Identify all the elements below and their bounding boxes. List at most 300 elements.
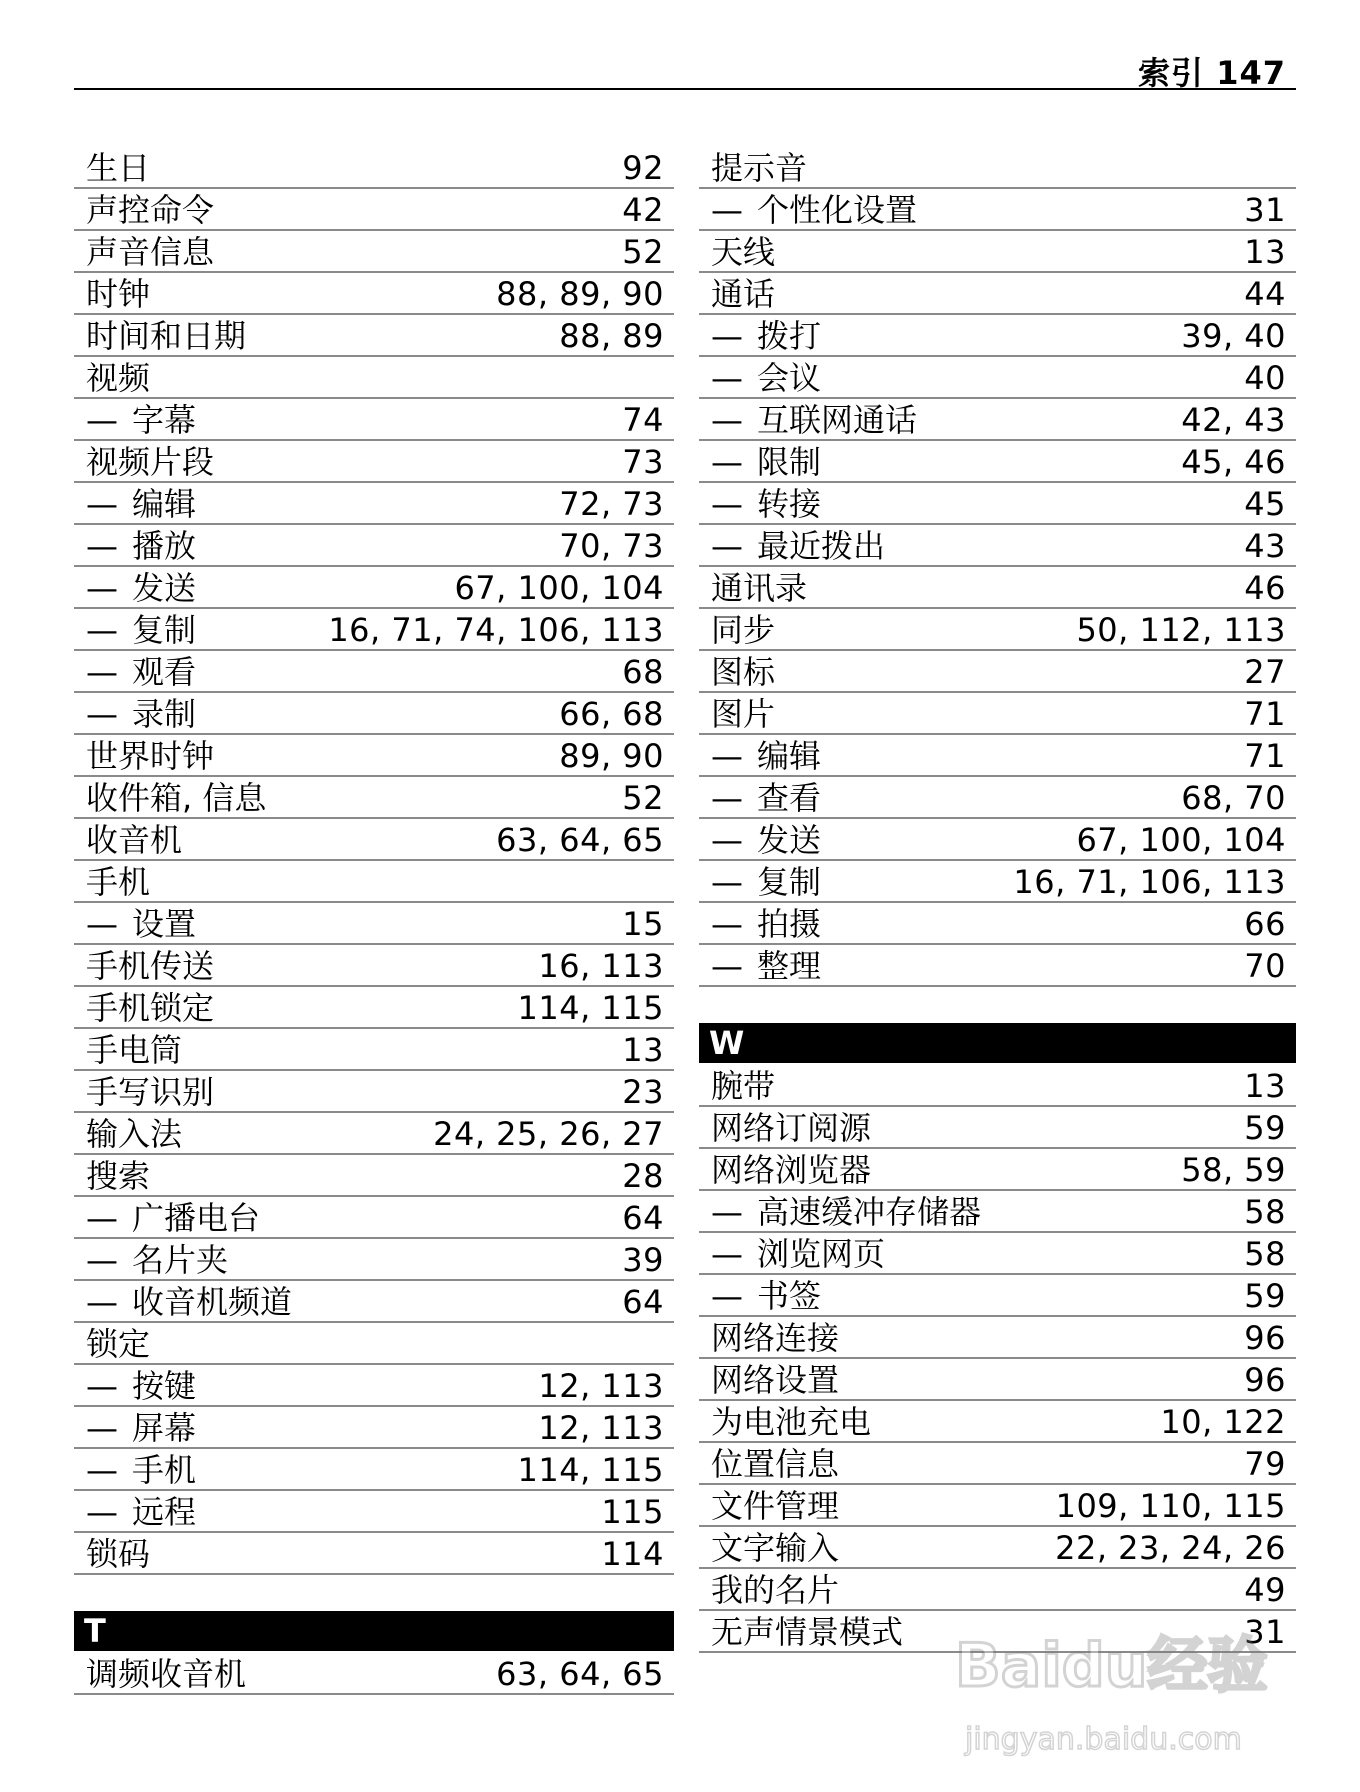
- entry-term: [74, 485, 196, 523]
- entry-term: [74, 401, 196, 439]
- section-header-t: T: [74, 1611, 674, 1651]
- entry-term: [699, 695, 775, 733]
- entry-pages: 115: [601, 1493, 664, 1531]
- subentry-dash: —: [711, 905, 743, 943]
- index-subentry: [699, 1233, 1296, 1275]
- index-entry: [74, 735, 674, 777]
- entry-label: 转接: [757, 485, 822, 523]
- subentry-dash: —: [711, 401, 743, 439]
- entry-pages: 40: [1244, 359, 1286, 397]
- index-subentry: [699, 945, 1296, 987]
- entry-label: 查看: [757, 779, 822, 817]
- index-subentry: [74, 903, 674, 945]
- entry-term: [74, 1451, 196, 1489]
- entry-term: [74, 737, 214, 775]
- entry-pages: 89, 90: [559, 737, 664, 775]
- entry-term: [699, 317, 821, 355]
- index-entry: [74, 315, 674, 357]
- entry-label: 网络设置: [711, 1361, 840, 1399]
- index-entry: [699, 1359, 1296, 1401]
- entry-term: [74, 821, 182, 859]
- baidu-watermark: [955, 1618, 1285, 1778]
- entry-label: 提示音: [711, 149, 808, 187]
- entry-label: 调频收音机: [86, 1655, 247, 1693]
- entry-pages: 10, 122: [1160, 1403, 1286, 1441]
- entry-label: 个性化设置: [757, 191, 918, 229]
- index-entry: [699, 1443, 1296, 1485]
- entry-term: [699, 527, 885, 565]
- entry-term: [699, 1109, 871, 1147]
- entry-pages: 42: [622, 191, 664, 229]
- index-subentry: [74, 567, 674, 609]
- entry-label: 按键: [132, 1367, 197, 1405]
- entry-pages: 12, 113: [538, 1409, 664, 1447]
- index-column-right: [699, 147, 1296, 1653]
- entry-pages: 70, 73: [559, 527, 664, 565]
- entry-pages: 50, 112, 113: [1076, 611, 1286, 649]
- entry-pages: 88, 89: [559, 317, 664, 355]
- index-entry: [74, 1029, 674, 1071]
- entry-label: 通话: [711, 275, 776, 313]
- subentry-dash: —: [86, 695, 118, 733]
- subentry-dash: —: [86, 653, 118, 691]
- index-entry: [74, 945, 674, 987]
- entry-list-w: [699, 1065, 1296, 1653]
- subentry-dash: —: [86, 611, 118, 649]
- page-title: 索引 147: [1138, 54, 1286, 92]
- index-subentry: [74, 525, 674, 567]
- entry-term: [74, 1073, 214, 1111]
- entry-term: [74, 863, 150, 901]
- entry-label: 锁定: [86, 1325, 151, 1363]
- entry-label: 收音机: [86, 821, 183, 859]
- index-subentry: [699, 441, 1296, 483]
- section-gap: [699, 987, 1296, 1023]
- index-entry: [74, 1113, 674, 1155]
- entry-label: 限制: [757, 443, 822, 481]
- subentry-dash: —: [711, 485, 743, 523]
- index-entry: [699, 567, 1296, 609]
- index-entry: [74, 147, 674, 189]
- subentry-dash: —: [86, 527, 118, 565]
- index-subentry: [699, 357, 1296, 399]
- entry-pages: 44: [1244, 275, 1286, 313]
- entry-label: 世界时钟: [86, 737, 215, 775]
- index-entry: [74, 1533, 674, 1575]
- entry-label: 收音机频道: [132, 1283, 293, 1321]
- entry-pages: 58, 59: [1181, 1151, 1286, 1189]
- entry-label: 设置: [132, 905, 197, 943]
- index-subentry: [699, 777, 1296, 819]
- entry-label: 复制: [132, 611, 197, 649]
- index-subentry: [74, 651, 674, 693]
- entry-pages: 70: [1244, 947, 1286, 985]
- index-entry: [699, 1401, 1296, 1443]
- entry-term: [74, 653, 196, 691]
- entry-pages: 66: [1244, 905, 1286, 943]
- entry-label: 文字输入: [711, 1529, 840, 1567]
- subentry-dash: —: [711, 821, 743, 859]
- entry-pages: 15: [622, 905, 664, 943]
- index-entry: [699, 609, 1296, 651]
- entry-label: 时钟: [86, 275, 151, 313]
- entry-label: 搜索: [86, 1157, 151, 1195]
- entry-term: [699, 401, 917, 439]
- entry-term: [74, 1031, 182, 1069]
- index-subentry: [74, 483, 674, 525]
- index-entry: [699, 1527, 1296, 1569]
- entry-term: [699, 1487, 839, 1525]
- index-entry: [74, 189, 674, 231]
- section-header-w: W: [699, 1023, 1296, 1063]
- entry-term: [74, 779, 266, 817]
- entry-pages: 13: [1244, 233, 1286, 271]
- entry-label: 图片: [711, 695, 776, 733]
- entry-pages: 64: [622, 1283, 664, 1321]
- entry-term: [74, 1199, 260, 1237]
- index-subentry: [699, 735, 1296, 777]
- entry-label: 会议: [757, 359, 822, 397]
- entry-pages: 39, 40: [1181, 317, 1286, 355]
- index-entry: [699, 693, 1296, 735]
- entry-term: [74, 275, 150, 313]
- subentry-dash: —: [711, 1235, 743, 1273]
- entry-pages: 58: [1244, 1235, 1286, 1273]
- index-subentry: [74, 399, 674, 441]
- entry-pages: 31: [1244, 1613, 1286, 1651]
- entry-term: [74, 611, 196, 649]
- entry-label: 高速缓冲存储器: [757, 1193, 982, 1231]
- entry-label: 名片夹: [132, 1241, 229, 1279]
- index-subentry: [74, 1449, 674, 1491]
- entry-pages: 66, 68: [559, 695, 664, 733]
- entry-label: 文件管理: [711, 1487, 840, 1525]
- entry-pages: 96: [1244, 1319, 1286, 1357]
- entry-term: [699, 485, 821, 523]
- entry-label: 发送: [757, 821, 822, 859]
- entry-pages: 92: [622, 149, 664, 187]
- subentry-dash: —: [86, 1283, 118, 1321]
- entry-term: [699, 443, 821, 481]
- entry-pages: 16, 113: [538, 947, 664, 985]
- entry-label: 我的名片: [711, 1571, 840, 1609]
- entry-pages: 96: [1244, 1361, 1286, 1399]
- entry-pages: 114, 115: [517, 989, 664, 1027]
- subentry-dash: —: [711, 1193, 743, 1231]
- entry-label: 广播电台: [132, 1199, 261, 1237]
- subentry-dash: —: [711, 863, 743, 901]
- entry-pages: 45, 46: [1181, 443, 1286, 481]
- entry-pages: 73: [622, 443, 664, 481]
- subentry-dash: —: [711, 1277, 743, 1315]
- entry-term: [74, 905, 196, 943]
- entry-term: [699, 1529, 839, 1567]
- entry-list-left: [74, 147, 674, 1575]
- index-entry: [74, 777, 674, 819]
- entry-label: 天线: [711, 233, 776, 271]
- index-entry: [74, 1155, 674, 1197]
- entry-label: 屏幕: [132, 1409, 197, 1447]
- entry-label: 无声情景模式: [711, 1613, 904, 1651]
- subentry-dash: —: [86, 1409, 118, 1447]
- entry-term: [74, 1115, 182, 1153]
- entry-pages: 22, 23, 24, 26: [1055, 1529, 1286, 1567]
- entry-label: 位置信息: [711, 1445, 840, 1483]
- entry-term: [74, 1535, 150, 1573]
- entry-pages: 88, 89, 90: [496, 275, 664, 313]
- index-subentry: [74, 1281, 674, 1323]
- section-gap: [74, 1575, 674, 1611]
- entry-pages: 27: [1244, 653, 1286, 691]
- index-subentry: [699, 315, 1296, 357]
- index-subentry: [74, 609, 674, 651]
- subentry-dash: —: [86, 1241, 118, 1279]
- index-entry: [74, 357, 674, 399]
- index-entry: [699, 1485, 1296, 1527]
- entry-pages: 58: [1244, 1193, 1286, 1231]
- subentry-dash: —: [86, 1367, 118, 1405]
- entry-pages: 63, 64, 65: [496, 821, 664, 859]
- entry-label: 声控命令: [86, 191, 215, 229]
- entry-term: [74, 527, 196, 565]
- index-column-left: [74, 147, 674, 1695]
- index-subentry: [74, 1365, 674, 1407]
- entry-label: 浏览网页: [757, 1235, 886, 1273]
- entry-pages: 114: [601, 1535, 664, 1573]
- index-subentry: [699, 525, 1296, 567]
- index-entry: [699, 273, 1296, 315]
- subentry-dash: —: [86, 569, 118, 607]
- entry-pages: 79: [1244, 1445, 1286, 1483]
- entry-label: 录制: [132, 695, 197, 733]
- entry-term: [699, 653, 775, 691]
- entry-label: 手电筒: [86, 1031, 183, 1069]
- entry-pages: 71: [1244, 737, 1286, 775]
- entry-label: 编辑: [132, 485, 197, 523]
- entry-label: 输入法: [86, 1115, 183, 1153]
- entry-pages: 28: [622, 1157, 664, 1195]
- index-entry: [699, 1065, 1296, 1107]
- entry-term: [699, 1151, 871, 1189]
- entry-term: [699, 191, 917, 229]
- entry-label: 复制: [757, 863, 822, 901]
- index-subentry: [699, 861, 1296, 903]
- entry-label: 网络浏览器: [711, 1151, 872, 1189]
- subentry-dash: —: [86, 401, 118, 439]
- entry-label: 通讯录: [711, 569, 808, 607]
- entry-label: 腕带: [711, 1067, 776, 1105]
- entry-pages: 39: [622, 1241, 664, 1279]
- entry-label: 整理: [757, 947, 822, 985]
- entry-pages: 24, 25, 26, 27: [433, 1115, 664, 1153]
- entry-label: 手机: [132, 1451, 197, 1489]
- entry-term: [699, 863, 821, 901]
- entry-term: [699, 275, 775, 313]
- subentry-dash: —: [711, 317, 743, 355]
- subentry-dash: —: [86, 1493, 118, 1531]
- entry-term: [74, 317, 246, 355]
- entry-label: 图标: [711, 653, 776, 691]
- entry-term: [699, 1613, 903, 1651]
- entry-pages: 71: [1244, 695, 1286, 733]
- entry-term: [699, 569, 807, 607]
- subentry-dash: —: [86, 1199, 118, 1237]
- entry-label: 播放: [132, 527, 197, 565]
- index-subentry: [74, 1491, 674, 1533]
- index-entry: [699, 1317, 1296, 1359]
- entry-pages: 64: [622, 1199, 664, 1237]
- entry-term: [74, 1409, 196, 1447]
- entry-pages: 63, 64, 65: [496, 1655, 664, 1693]
- entry-pages: 52: [622, 779, 664, 817]
- entry-term: [699, 905, 821, 943]
- entry-pages: 13: [622, 1031, 664, 1069]
- entry-term: [699, 1193, 981, 1231]
- subentry-dash: —: [86, 485, 118, 523]
- watermark-logo: Baidu经验: [955, 1631, 1268, 1701]
- index-subentry: [74, 1239, 674, 1281]
- entry-label: 拨打: [757, 317, 822, 355]
- subentry-dash: —: [711, 779, 743, 817]
- entry-label: 手写识别: [86, 1073, 215, 1111]
- index-entry: [74, 1323, 674, 1365]
- index-entry: [74, 861, 674, 903]
- entry-pages: 31: [1244, 191, 1286, 229]
- entry-term: [74, 149, 150, 187]
- index-subentry: [699, 903, 1296, 945]
- entry-label: 手机: [86, 863, 151, 901]
- entry-term: [699, 821, 821, 859]
- entry-label: 字幕: [132, 401, 197, 439]
- entry-term: [699, 737, 821, 775]
- entry-label: 手机锁定: [86, 989, 215, 1027]
- entry-label: 网络订阅源: [711, 1109, 872, 1147]
- entry-label: 手机传送: [86, 947, 215, 985]
- watermark-url: jingyan.baidu.com: [965, 1722, 1242, 1757]
- entry-pages: 109, 110, 115: [1055, 1487, 1286, 1525]
- entry-label: 网络连接: [711, 1319, 840, 1357]
- entry-list-t: [74, 1653, 674, 1695]
- index-subentry: [699, 189, 1296, 231]
- entry-term: [699, 779, 821, 817]
- index-entry: [699, 1569, 1296, 1611]
- index-entry: [74, 819, 674, 861]
- entry-term: [699, 233, 775, 271]
- entry-label: 视频片段: [86, 443, 215, 481]
- entry-pages: 12, 113: [538, 1367, 664, 1405]
- entry-label: 互联网通话: [757, 401, 918, 439]
- entry-label: 声音信息: [86, 233, 215, 271]
- entry-term: [74, 1367, 196, 1405]
- entry-pages: 67, 100, 104: [1076, 821, 1286, 859]
- index-subentry: [699, 1275, 1296, 1317]
- entry-label: 锁码: [86, 1535, 151, 1573]
- entry-pages: 114, 115: [517, 1451, 664, 1489]
- entry-label: 书签: [757, 1277, 822, 1315]
- entry-label: 视频: [86, 359, 151, 397]
- entry-pages: 46: [1244, 569, 1286, 607]
- index-subentry: [74, 1197, 674, 1239]
- entry-term: [74, 989, 214, 1027]
- entry-term: [74, 569, 196, 607]
- index-entry: [74, 987, 674, 1029]
- entry-term: [74, 443, 214, 481]
- entry-pages: 68: [622, 653, 664, 691]
- index-subentry: [699, 819, 1296, 861]
- entry-label: 观看: [132, 653, 197, 691]
- entry-term: [74, 947, 214, 985]
- entry-pages: 59: [1244, 1277, 1286, 1315]
- index-entry: [699, 231, 1296, 273]
- entry-pages: 52: [622, 233, 664, 271]
- entry-term: [74, 1283, 292, 1321]
- entry-pages: 13: [1244, 1067, 1286, 1105]
- entry-label: 时间和日期: [86, 317, 247, 355]
- entry-term: [699, 1571, 839, 1609]
- entry-term: [74, 1325, 150, 1363]
- entry-label: 收件箱, 信息: [86, 779, 267, 817]
- entry-list-right: [699, 147, 1296, 987]
- entry-label: 远程: [132, 1493, 197, 1531]
- entry-label: 编辑: [757, 737, 822, 775]
- index-entry: [74, 441, 674, 483]
- index-entry: [699, 651, 1296, 693]
- subentry-dash: —: [711, 443, 743, 481]
- entry-term: [699, 149, 807, 187]
- page-header: [74, 44, 1296, 90]
- index-subentry: [74, 693, 674, 735]
- entry-pages: 42, 43: [1181, 401, 1286, 439]
- entry-term: [699, 947, 821, 985]
- entry-pages: 16, 71, 74, 106, 113: [328, 611, 664, 649]
- index-subentry: [74, 1407, 674, 1449]
- entry-term: [699, 1067, 775, 1105]
- entry-label: 生日: [86, 149, 151, 187]
- subentry-dash: —: [711, 527, 743, 565]
- entry-label: 发送: [132, 569, 197, 607]
- entry-pages: 67, 100, 104: [454, 569, 664, 607]
- index-subentry: [699, 399, 1296, 441]
- entry-label: 为电池充电: [711, 1403, 872, 1441]
- index-entry: [74, 231, 674, 273]
- entry-term: [699, 359, 821, 397]
- entry-pages: 43: [1244, 527, 1286, 565]
- entry-term: [74, 1241, 228, 1279]
- entry-term: [74, 695, 196, 733]
- index-entry: [74, 273, 674, 315]
- index-entry: [699, 147, 1296, 189]
- entry-pages: 23: [622, 1073, 664, 1111]
- entry-pages: 59: [1244, 1109, 1286, 1147]
- entry-pages: 68, 70: [1181, 779, 1286, 817]
- entry-term: [699, 1319, 839, 1357]
- entry-pages: 74: [622, 401, 664, 439]
- subentry-dash: —: [86, 1451, 118, 1489]
- entry-term: [699, 1445, 839, 1483]
- index-entry: [74, 1071, 674, 1113]
- index-subentry: [699, 483, 1296, 525]
- entry-pages: 16, 71, 106, 113: [1013, 863, 1286, 901]
- entry-label: 同步: [711, 611, 776, 649]
- entry-term: [699, 1361, 839, 1399]
- entry-label: 最近拨出: [757, 527, 886, 565]
- index-entry: [74, 1653, 674, 1695]
- subentry-dash: —: [711, 737, 743, 775]
- subentry-dash: —: [711, 359, 743, 397]
- entry-term: [699, 1403, 871, 1441]
- entry-label: 拍摄: [757, 905, 822, 943]
- index-entry: [699, 1149, 1296, 1191]
